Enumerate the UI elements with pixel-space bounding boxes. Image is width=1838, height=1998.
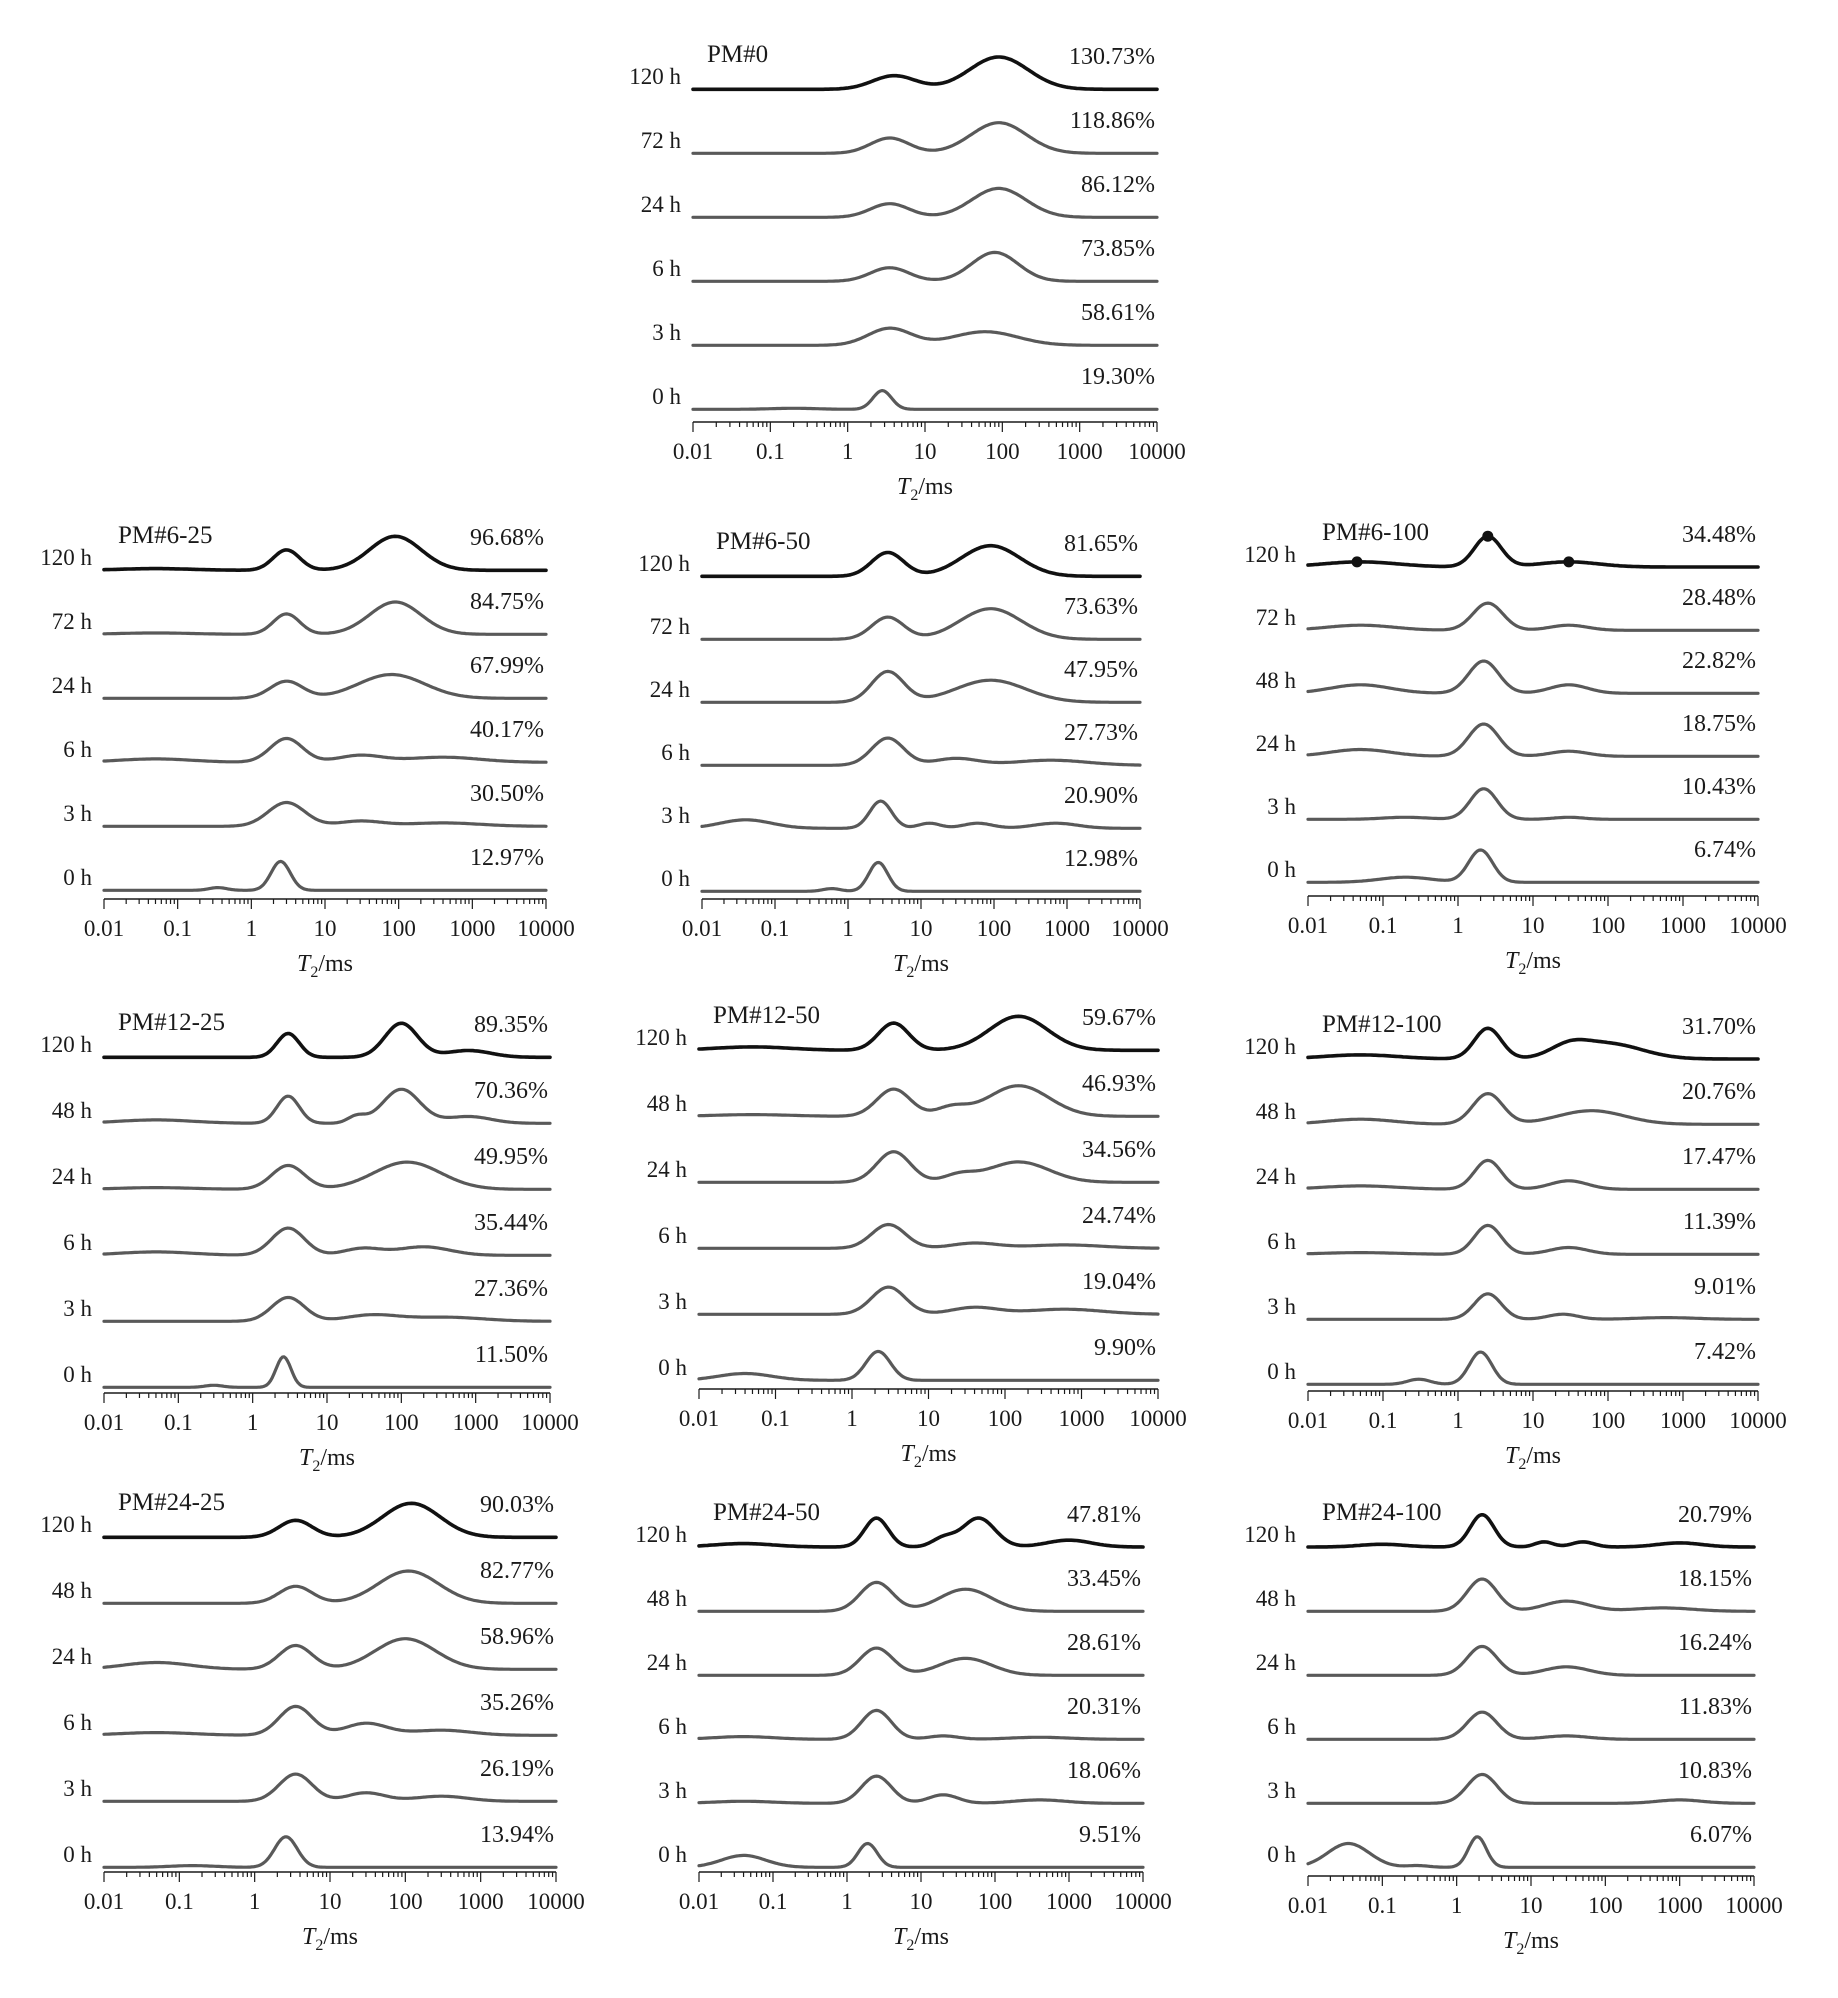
time-label: 0 h	[658, 1355, 687, 1380]
time-label: 120 h	[635, 1522, 687, 1547]
time-label: 48 h	[1255, 668, 1296, 693]
percent-label: 73.85%	[1081, 236, 1155, 262]
time-label: 0 h	[661, 866, 690, 891]
percent-label: 118.86%	[1069, 108, 1155, 134]
time-label: 3 h	[1267, 794, 1296, 819]
time-label: 72 h	[1255, 605, 1296, 630]
time-label: 24 h	[1255, 1164, 1296, 1189]
x-tick-label: 0.01	[678, 1889, 720, 1914]
sample-label: PM#24-50	[713, 1499, 820, 1526]
percent-label: 34.48%	[1682, 522, 1756, 548]
percent-label: 19.04%	[1082, 1269, 1156, 1295]
percent-label: 84.75%	[470, 589, 544, 615]
x-tick-label: 1	[1452, 913, 1464, 938]
percent-label: 28.61%	[1067, 1630, 1141, 1656]
time-label: 0 h	[63, 1842, 92, 1867]
percent-label: 27.36%	[474, 1276, 548, 1302]
x-tick-label: 0.1	[755, 439, 785, 464]
x-tick-label: 1	[248, 1889, 261, 1914]
x-tick-label: 0.01	[1287, 1408, 1329, 1433]
series-curve	[1308, 850, 1758, 882]
percent-label: 31.70%	[1682, 1014, 1756, 1040]
x-tick-label: 0.1	[761, 1406, 790, 1431]
time-label: 6 h	[658, 1714, 687, 1739]
time-label: 72 h	[51, 609, 92, 634]
percent-label: 46.93%	[1082, 1071, 1156, 1097]
x-tick-label: 0.01	[678, 1406, 720, 1431]
time-label: 3 h	[63, 1776, 92, 1801]
time-label: 48 h	[51, 1578, 92, 1603]
x-tick-label: 10	[1521, 1408, 1545, 1433]
sample-label: PM#12-25	[118, 1009, 225, 1036]
time-label: 3 h	[63, 801, 92, 826]
time-label: 3 h	[63, 1296, 92, 1321]
time-label: 120 h	[638, 551, 690, 576]
percent-label: 67.99%	[470, 653, 544, 679]
x-tick-label: 0.01	[681, 916, 723, 941]
percent-label: 28.48%	[1682, 585, 1756, 611]
x-tick-label: 10000	[1725, 1893, 1783, 1918]
time-label: 120 h	[1244, 1522, 1296, 1547]
x-tick-label: 100	[987, 1406, 1023, 1431]
percent-label: 35.44%	[474, 1210, 548, 1236]
chart-panel	[40, 1009, 579, 1475]
x-tick-label: 100	[381, 916, 416, 941]
percent-label: 9.51%	[1079, 1822, 1141, 1848]
percent-label: 34.56%	[1082, 1137, 1156, 1163]
percent-label: 59.67%	[1082, 1005, 1156, 1031]
sample-label: PM#0	[707, 41, 769, 68]
x-tick-label: 10	[909, 916, 933, 941]
x-axis-label: $T_2/ms$	[1504, 948, 1562, 978]
series-curve	[699, 1352, 1158, 1381]
time-label: 120 h	[40, 1512, 92, 1537]
time-label: 6 h	[658, 1223, 687, 1248]
time-label: 24 h	[51, 1164, 92, 1189]
x-tick-label: 10000	[1128, 439, 1186, 464]
x-axis-label: $T_2/ms$	[301, 1924, 359, 1954]
time-label: 24 h	[1255, 731, 1296, 756]
x-tick-label: 0.1	[164, 1889, 194, 1914]
x-tick-label: 10000	[1111, 916, 1169, 941]
percent-label: 81.65%	[1064, 531, 1138, 557]
time-label: 120 h	[1244, 1034, 1296, 1059]
x-tick-label: 0.1	[758, 1889, 788, 1914]
x-tick-label: 0.1	[163, 916, 193, 941]
x-axis-label: $T_2/ms$	[900, 1441, 957, 1471]
percent-label: 11.83%	[1678, 1694, 1752, 1720]
x-tick-label: 1	[841, 439, 854, 464]
x-tick-label: 1	[846, 1406, 858, 1431]
x-tick-label: 10	[913, 439, 937, 464]
time-label: 0 h	[1267, 1842, 1296, 1867]
percent-label: 7.42%	[1694, 1339, 1756, 1365]
time-label: 24 h	[646, 1650, 687, 1675]
x-tick-label: 1000	[1046, 1889, 1092, 1914]
time-label: 48 h	[646, 1586, 687, 1611]
x-tick-label: 10000	[1129, 1406, 1187, 1431]
time-label: 6 h	[652, 256, 681, 281]
chart-panel	[629, 41, 1186, 504]
x-tick-label: 1	[842, 916, 854, 941]
percent-label: 58.61%	[1081, 300, 1155, 326]
time-label: 3 h	[1267, 1294, 1296, 1319]
time-label: 24 h	[649, 677, 690, 702]
time-label: 48 h	[51, 1098, 92, 1123]
x-tick-label: 1000	[449, 916, 496, 941]
percent-label: 6.74%	[1694, 837, 1756, 863]
percent-label: 11.50%	[474, 1342, 548, 1368]
percent-label: 130.73%	[1069, 44, 1155, 70]
curve-marker	[1482, 531, 1493, 542]
x-tick-label: 0.01	[83, 916, 125, 941]
percent-label: 19.30%	[1081, 364, 1155, 390]
percent-label: 12.97%	[470, 845, 544, 871]
x-tick-label: 0.1	[1368, 913, 1398, 938]
x-tick-label: 0.01	[1287, 1893, 1329, 1918]
time-label: 6 h	[661, 740, 690, 765]
time-label: 120 h	[40, 545, 92, 570]
percent-label: 13.94%	[480, 1822, 554, 1848]
series-curve	[693, 391, 1157, 410]
chart-panel	[638, 528, 1169, 981]
chart-panel	[1244, 1499, 1783, 1958]
percent-label: 40.17%	[470, 717, 544, 743]
x-tick-label: 1000	[457, 1889, 504, 1914]
percent-label: 89.35%	[474, 1012, 548, 1038]
time-label: 3 h	[652, 320, 681, 345]
sample-label: PM#6-50	[716, 528, 811, 555]
percent-label: 58.96%	[480, 1624, 554, 1650]
chart-panel	[635, 1002, 1187, 1471]
curve-marker	[1563, 556, 1574, 567]
percent-label: 90.03%	[480, 1492, 554, 1518]
x-tick-label: 10000	[527, 1889, 585, 1914]
percent-label: 82.77%	[480, 1558, 554, 1584]
x-tick-label: 100	[985, 439, 1020, 464]
percent-label: 35.26%	[480, 1690, 554, 1716]
x-tick-label: 100	[384, 1410, 419, 1435]
time-label: 6 h	[63, 1710, 92, 1735]
time-label: 24 h	[51, 1644, 92, 1669]
time-label: 48 h	[1255, 1099, 1296, 1124]
time-label: 6 h	[1267, 1229, 1296, 1254]
x-tick-label: 1000	[1656, 1893, 1703, 1918]
x-tick-label: 10	[917, 1406, 940, 1431]
x-tick-label: 0.01	[1287, 913, 1329, 938]
x-axis-label: $T_2/ms$	[896, 474, 954, 504]
time-label: 72 h	[649, 614, 690, 639]
percent-label: 49.95%	[474, 1144, 548, 1170]
x-tick-label: 100	[388, 1889, 423, 1914]
percent-label: 47.81%	[1067, 1502, 1141, 1528]
percent-label: 9.90%	[1094, 1335, 1156, 1361]
percent-label: 10.43%	[1682, 774, 1756, 800]
percent-label: 70.36%	[474, 1078, 548, 1104]
x-tick-label: 10	[1521, 913, 1545, 938]
x-tick-label: 1	[841, 1889, 853, 1914]
chart-panel	[1244, 519, 1787, 978]
percent-label: 86.12%	[1081, 172, 1155, 198]
time-label: 0 h	[63, 865, 92, 890]
sample-label: PM#24-100	[1322, 1499, 1442, 1526]
percent-label: 17.47%	[1682, 1144, 1756, 1170]
time-label: 0 h	[1267, 857, 1296, 882]
x-tick-label: 0.1	[163, 1410, 193, 1435]
x-tick-label: 100	[1588, 1893, 1623, 1918]
percent-label: 18.06%	[1067, 1758, 1141, 1784]
x-tick-label: 0.01	[672, 439, 714, 464]
percent-label: 12.98%	[1064, 846, 1138, 872]
chart-panel	[40, 1489, 585, 1954]
time-label: 24 h	[640, 192, 681, 217]
x-tick-label: 10000	[1729, 1408, 1787, 1433]
x-axis-label: $T_2/ms$	[892, 951, 950, 981]
percent-label: 26.19%	[480, 1756, 554, 1782]
x-tick-label: 1	[1450, 1893, 1463, 1918]
series-curve	[699, 1844, 1143, 1868]
sample-label: PM#12-100	[1322, 1011, 1442, 1038]
x-tick-label: 10000	[521, 1410, 579, 1435]
time-label: 6 h	[1267, 1714, 1296, 1739]
percent-label: 16.24%	[1678, 1630, 1752, 1656]
chart-panel	[635, 1499, 1172, 1954]
x-tick-label: 100	[1590, 913, 1626, 938]
time-label: 0 h	[1267, 1359, 1296, 1384]
sample-label: PM#6-25	[118, 522, 213, 549]
x-tick-label: 1	[245, 916, 258, 941]
percent-label: 20.31%	[1067, 1694, 1141, 1720]
percent-label: 20.79%	[1678, 1502, 1752, 1528]
x-tick-label: 0.1	[1368, 1408, 1398, 1433]
series-curve	[1308, 1294, 1758, 1320]
x-tick-label: 10	[318, 1889, 342, 1914]
time-label: 120 h	[629, 64, 681, 89]
x-tick-label: 10000	[517, 916, 575, 941]
time-label: 0 h	[652, 384, 681, 409]
percent-label: 11.39%	[1682, 1209, 1756, 1235]
sample-label: PM#12-50	[713, 1002, 820, 1029]
sample-label: PM#24-25	[118, 1489, 225, 1516]
time-label: 48 h	[646, 1091, 687, 1116]
x-tick-label: 100	[976, 916, 1012, 941]
percent-label: 96.68%	[470, 525, 544, 551]
x-axis-label: $T_2/ms$	[296, 951, 354, 981]
time-label: 0 h	[63, 1362, 92, 1387]
percent-label: 27.73%	[1064, 720, 1138, 746]
curve-marker	[1352, 556, 1363, 567]
time-label: 24 h	[646, 1157, 687, 1182]
percent-label: 22.82%	[1682, 648, 1756, 674]
x-axis-label: $T_2/ms$	[892, 1924, 950, 1954]
x-tick-label: 1000	[452, 1410, 499, 1435]
time-label: 120 h	[40, 1032, 92, 1057]
percent-label: 9.01%	[1694, 1274, 1756, 1300]
x-tick-label: 10	[1519, 1893, 1543, 1918]
x-tick-label: 10000	[1729, 913, 1787, 938]
x-tick-label: 1	[246, 1410, 259, 1435]
series-curve	[693, 328, 1157, 345]
x-tick-label: 10	[315, 1410, 339, 1435]
x-tick-label: 1000	[1058, 1406, 1105, 1431]
x-tick-label: 1000	[1056, 439, 1103, 464]
time-label: 3 h	[661, 803, 690, 828]
percent-label: 20.90%	[1064, 783, 1138, 809]
series-curve	[1308, 1837, 1754, 1868]
time-label: 6 h	[63, 1230, 92, 1255]
percent-label: 18.75%	[1682, 711, 1756, 737]
x-tick-label: 10	[313, 916, 337, 941]
time-label: 120 h	[635, 1025, 687, 1050]
x-tick-label: 1000	[1660, 913, 1706, 938]
percent-label: 33.45%	[1067, 1566, 1141, 1592]
percent-label: 18.15%	[1678, 1566, 1752, 1592]
time-label: 3 h	[658, 1289, 687, 1314]
x-tick-label: 0.1	[760, 916, 790, 941]
chart-panel	[1244, 1011, 1787, 1473]
time-label: 0 h	[658, 1842, 687, 1867]
x-axis-label: $T_2/ms$	[298, 1445, 356, 1475]
x-axis-label: $T_2/ms$	[1502, 1928, 1560, 1958]
x-tick-label: 1000	[1660, 1408, 1706, 1433]
x-tick-label: 0.1	[1367, 1893, 1397, 1918]
x-tick-label: 10	[909, 1889, 933, 1914]
time-label: 48 h	[1255, 1586, 1296, 1611]
x-tick-label: 100	[1590, 1408, 1626, 1433]
chart-panel	[40, 522, 575, 981]
x-axis-label: $T_2/ms$	[1504, 1443, 1562, 1473]
x-tick-label: 0.01	[83, 1889, 125, 1914]
percent-label: 20.76%	[1682, 1079, 1756, 1105]
percent-label: 30.50%	[470, 781, 544, 807]
x-tick-label: 0.01	[83, 1410, 125, 1435]
time-label: 3 h	[658, 1778, 687, 1803]
series-curve	[1308, 1352, 1758, 1384]
sample-label: PM#6-100	[1322, 519, 1429, 546]
percent-label: 10.83%	[1678, 1758, 1752, 1784]
time-label: 24 h	[1255, 1650, 1296, 1675]
percent-label: 6.07%	[1690, 1822, 1752, 1848]
x-tick-label: 1	[1452, 1408, 1464, 1433]
time-label: 72 h	[640, 128, 681, 153]
x-tick-label: 10000	[1114, 1889, 1172, 1914]
time-label: 3 h	[1267, 1778, 1296, 1803]
time-label: 120 h	[1244, 542, 1296, 567]
time-label: 24 h	[51, 673, 92, 698]
percent-label: 24.74%	[1082, 1203, 1156, 1229]
percent-label: 73.63%	[1064, 594, 1138, 620]
x-tick-label: 1000	[1044, 916, 1090, 941]
percent-label: 47.95%	[1064, 657, 1138, 683]
x-tick-label: 100	[977, 1889, 1013, 1914]
time-label: 6 h	[63, 737, 92, 762]
